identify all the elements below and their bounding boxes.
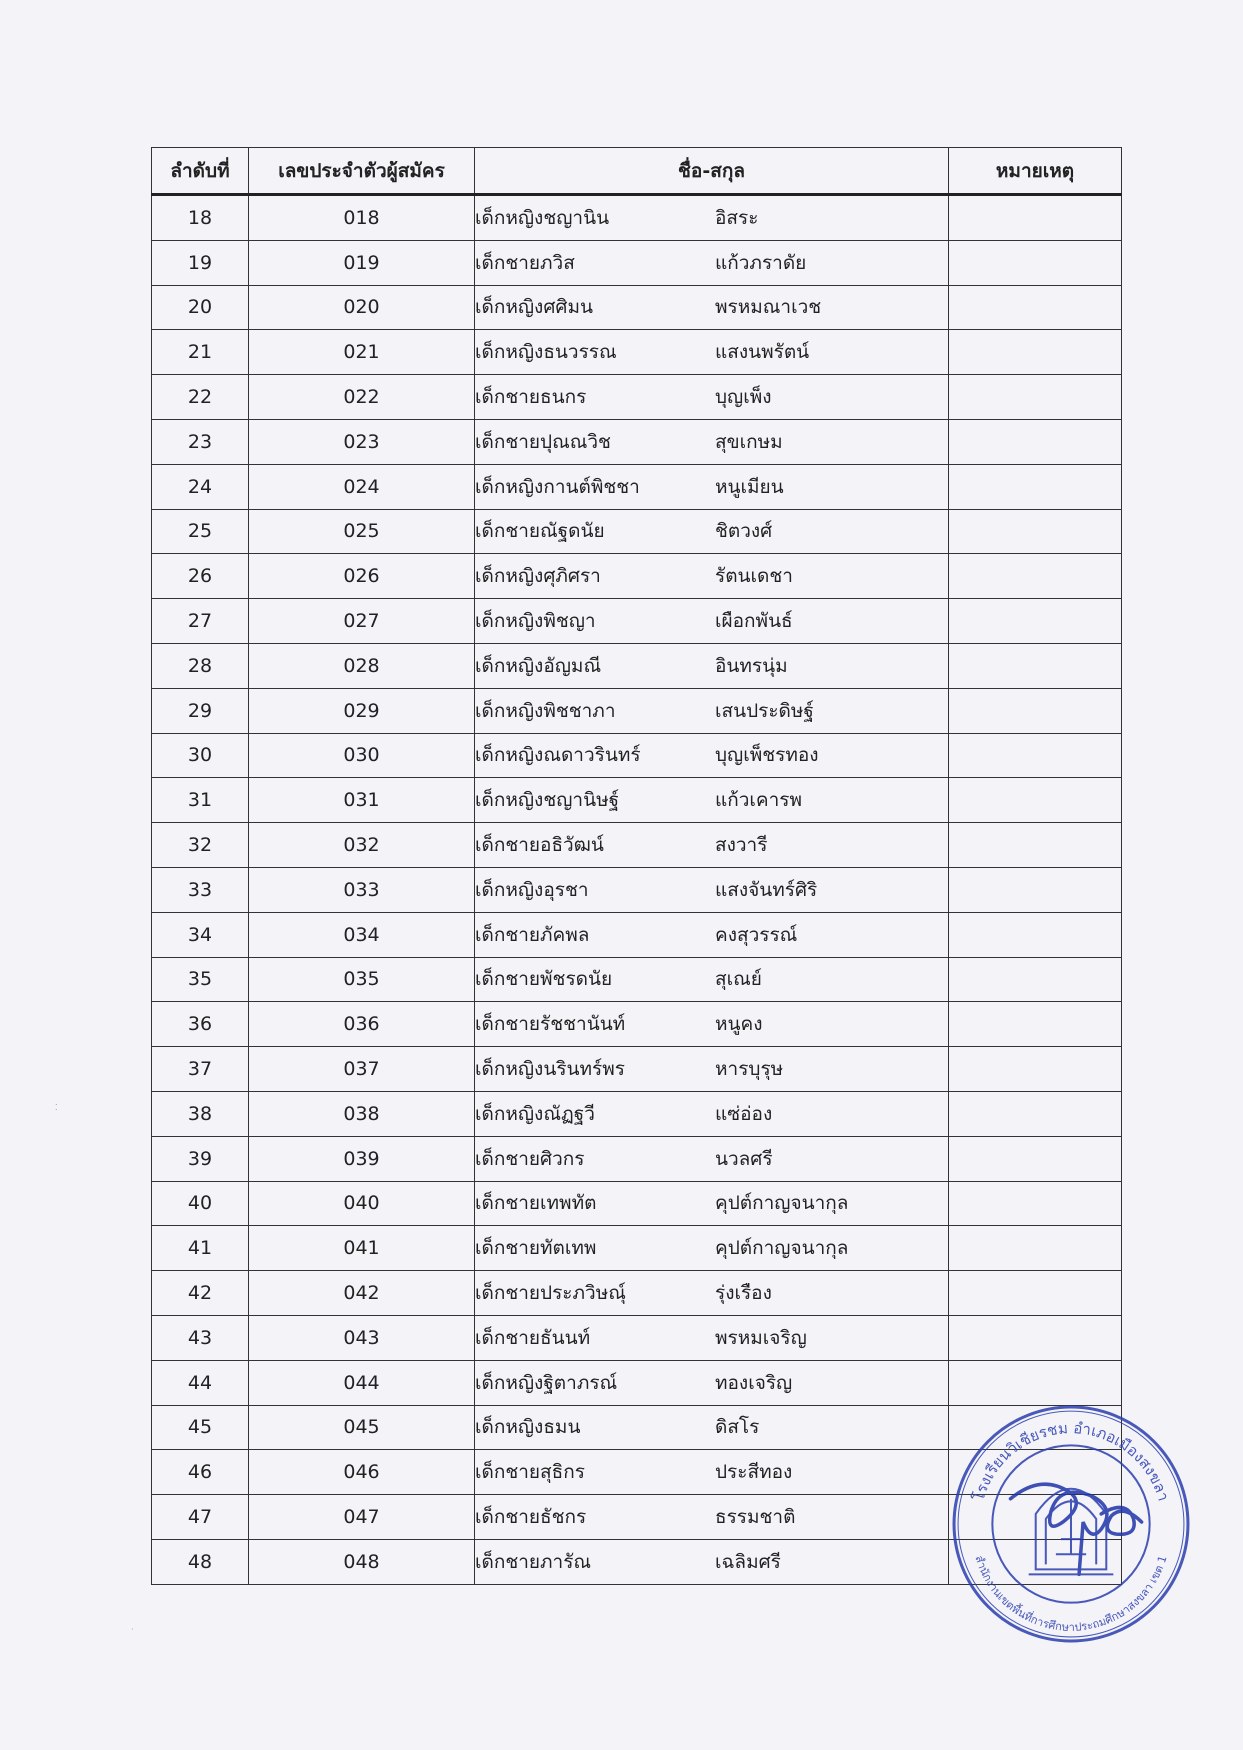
last-name: หนูเมียน [715, 475, 784, 498]
cell-no: 23 [152, 419, 249, 464]
first-name: เด็กหญิงศุภิศรา [475, 565, 601, 588]
cell-name [475, 912, 949, 957]
scan-speck: ⁚ [55, 1103, 58, 1112]
table-row [152, 912, 1122, 957]
table-row [152, 554, 1122, 599]
first-name: เด็กชายภัคพล [475, 923, 590, 946]
cell-applicant-id: 040 [249, 1181, 475, 1226]
first-name: เด็กชายปุณณวิช [475, 430, 611, 453]
last-name: อินทรนุ่ม [715, 654, 788, 677]
cell-no: 31 [152, 778, 249, 823]
header-remark: หมายเหตุ [949, 148, 1122, 195]
cell-remark [949, 688, 1122, 733]
table-row [152, 330, 1122, 375]
cell-name [475, 1047, 949, 1092]
cell-applicant-id: 038 [249, 1091, 475, 1136]
cell-applicant-id: 047 [249, 1495, 475, 1540]
cell-remark [949, 599, 1122, 644]
cell-remark [949, 375, 1122, 420]
first-name: เด็กชายประภวิษณุ์ [475, 1282, 626, 1305]
cell-no: 32 [152, 823, 249, 868]
first-name: เด็กชายสุธิกร [475, 1461, 585, 1484]
first-name: เด็กชายทัตเทพ [475, 1237, 597, 1260]
last-name: แสงจันทร์ศิริ [715, 878, 818, 901]
first-name: เด็กชายณัฐดนัย [475, 520, 605, 543]
table-row [152, 1047, 1122, 1092]
cell-remark [949, 285, 1122, 330]
cell-name [475, 1315, 949, 1360]
first-name: เด็กหญิงฐิตาภรณ์ [475, 1371, 618, 1394]
first-name: เด็กชายรัชชานันท์ [475, 1013, 626, 1036]
first-name: เด็กหญิงธมน [475, 1416, 581, 1439]
cell-no: 41 [152, 1226, 249, 1271]
cell-name [475, 419, 949, 464]
cell-applicant-id: 025 [249, 509, 475, 554]
last-name: ธรรมชาติ [715, 1506, 796, 1528]
last-name: สุเณย์ [715, 968, 762, 991]
table-row [152, 823, 1122, 868]
cell-applicant-id: 023 [249, 419, 475, 464]
cell-remark [949, 957, 1122, 1002]
first-name: เด็กชายศิวกร [475, 1147, 585, 1170]
first-name: เด็กหญิงศศิมน [475, 296, 593, 319]
cell-no: 29 [152, 688, 249, 733]
last-name: เผือกพันธ์ [715, 610, 793, 633]
cell-remark [949, 419, 1122, 464]
cell-remark [949, 867, 1122, 912]
last-name: เสนประดิษฐ์ [715, 699, 814, 722]
cell-applicant-id: 031 [249, 778, 475, 823]
first-name: เด็กหญิงชญานิน [475, 206, 610, 229]
cell-name [475, 1360, 949, 1405]
table-row [152, 599, 1122, 644]
cell-applicant-id: 046 [249, 1450, 475, 1495]
table-row [152, 240, 1122, 285]
first-name: เด็กหญิงอุรชา [475, 878, 589, 901]
scan-speck: · [131, 1625, 134, 1634]
header-no: ลำดับที่ [152, 148, 249, 195]
cell-name [475, 643, 949, 688]
cell-no: 38 [152, 1091, 249, 1136]
cell-name [475, 1271, 949, 1316]
first-name: เด็กหญิงณดาวรินทร์ [475, 744, 641, 767]
cell-applicant-id: 027 [249, 599, 475, 644]
table-row [152, 1226, 1122, 1271]
cell-no: 36 [152, 1002, 249, 1047]
cell-no: 45 [152, 1405, 249, 1450]
last-name: นวลศรี [715, 1147, 773, 1170]
cell-no: 42 [152, 1271, 249, 1316]
cell-no: 25 [152, 509, 249, 554]
cell-name [475, 1136, 949, 1181]
cell-remark [949, 778, 1122, 823]
last-name: พรหมเจริญ [715, 1326, 807, 1349]
cell-applicant-id: 039 [249, 1136, 475, 1181]
cell-name [475, 509, 949, 554]
cell-applicant-id: 034 [249, 912, 475, 957]
cell-name [475, 375, 949, 420]
cell-no: 30 [152, 733, 249, 778]
cell-no: 46 [152, 1450, 249, 1495]
cell-remark [949, 823, 1122, 868]
last-name: รัตนเดชา [715, 565, 793, 588]
cell-no: 47 [152, 1495, 249, 1540]
cell-name [475, 1495, 949, 1540]
cell-name [475, 867, 949, 912]
cell-applicant-id: 032 [249, 823, 475, 868]
cell-name [475, 1450, 949, 1495]
first-name: เด็กชายเทพทัต [475, 1192, 597, 1215]
cell-remark [949, 1091, 1122, 1136]
cell-name [475, 1226, 949, 1271]
first-name: เด็กหญิงธนวรรณ [475, 341, 617, 364]
table-row [152, 419, 1122, 464]
first-name: เด็กชายธัชกร [475, 1506, 587, 1528]
last-name: ประสีทอง [715, 1461, 793, 1484]
seal-text-bottom: สำนักงานเขตพื้นที่การศึกษาประถมศึกษาสงขลา เขต 1 [972, 1553, 1170, 1634]
cell-no: 24 [152, 464, 249, 509]
first-name: เด็กชายอธิวัฒน์ [475, 834, 604, 857]
cell-no: 26 [152, 554, 249, 599]
cell-name [475, 240, 949, 285]
table-row [152, 1271, 1122, 1316]
cell-name [475, 1002, 949, 1047]
first-name: เด็กหญิงนรินทร์พร [475, 1058, 625, 1081]
cell-applicant-id: 030 [249, 733, 475, 778]
cell-no: 18 [152, 195, 249, 241]
cell-applicant-id: 048 [249, 1539, 475, 1584]
cell-remark [949, 1136, 1122, 1181]
last-name: บุญเพ็ง [715, 386, 772, 409]
cell-remark [949, 1226, 1122, 1271]
table-row [152, 778, 1122, 823]
first-name: เด็กหญิงกานต์พิชชา [475, 475, 640, 498]
cell-applicant-id: 020 [249, 285, 475, 330]
cell-applicant-id: 044 [249, 1360, 475, 1405]
cell-no: 37 [152, 1047, 249, 1092]
cell-remark [949, 1181, 1122, 1226]
cell-name [475, 554, 949, 599]
cell-applicant-id: 021 [249, 330, 475, 375]
cell-name [475, 330, 949, 375]
table-row [152, 688, 1122, 733]
table-row [152, 285, 1122, 330]
last-name: สุขเกษม [715, 430, 783, 453]
table-row [152, 1181, 1122, 1226]
first-name: เด็กชายภวิส [475, 251, 575, 274]
cell-no: 22 [152, 375, 249, 420]
cell-name [475, 285, 949, 330]
cell-remark [949, 643, 1122, 688]
cell-no: 28 [152, 643, 249, 688]
cell-name [475, 1539, 949, 1584]
applicant-table [151, 147, 1122, 1585]
cell-applicant-id: 042 [249, 1271, 475, 1316]
signature-icon [1011, 1484, 1142, 1574]
cell-applicant-id: 036 [249, 1002, 475, 1047]
cell-applicant-id: 041 [249, 1226, 475, 1271]
table-row [152, 1315, 1122, 1360]
cell-applicant-id: 033 [249, 867, 475, 912]
cell-no: 40 [152, 1181, 249, 1226]
cell-no: 19 [152, 240, 249, 285]
last-name: แก้วภราดัย [715, 251, 807, 274]
table-row [152, 1002, 1122, 1047]
cell-applicant-id: 018 [249, 195, 475, 241]
first-name: เด็กหญิงพิชชาภา [475, 699, 616, 722]
last-name: สงวารี [715, 834, 768, 857]
cell-no: 35 [152, 957, 249, 1002]
last-name: แสงนพรัตน์ [715, 341, 810, 364]
first-name: เด็กหญิงณัฏฐวี [475, 1102, 595, 1125]
cell-no: 39 [152, 1136, 249, 1181]
table-body [152, 195, 1122, 1585]
cell-applicant-id: 019 [249, 240, 475, 285]
table-row [152, 375, 1122, 420]
table-row [152, 1091, 1122, 1136]
cell-applicant-id: 037 [249, 1047, 475, 1092]
cell-no: 21 [152, 330, 249, 375]
cell-applicant-id: 022 [249, 375, 475, 420]
last-name: หารบุรุษ [715, 1058, 784, 1081]
first-name: เด็กชายธันนท์ [475, 1326, 591, 1349]
cell-no: 33 [152, 867, 249, 912]
cell-remark [949, 1002, 1122, 1047]
table-row [152, 509, 1122, 554]
table-row [152, 1360, 1122, 1405]
cell-applicant-id: 043 [249, 1315, 475, 1360]
cell-no: 44 [152, 1360, 249, 1405]
header-name: ชื่อ-สกุล [475, 148, 949, 195]
table-header [152, 148, 1122, 195]
table-row [152, 643, 1122, 688]
header-applicant-id: เลขประจำตัวผู้สมัคร [249, 148, 475, 195]
cell-remark [949, 330, 1122, 375]
last-name: เฉลิมศรี [715, 1550, 781, 1573]
cell-name [475, 957, 949, 1002]
first-name: เด็กหญิงชญานิษฐ์ [475, 789, 620, 812]
school-seal-stamp [950, 1403, 1192, 1645]
last-name: แก้วเคารพ [715, 789, 803, 812]
cell-applicant-id: 045 [249, 1405, 475, 1450]
last-name: รุ่งเรือง [715, 1282, 772, 1305]
cell-remark [949, 733, 1122, 778]
table-row [152, 464, 1122, 509]
cell-remark [949, 1271, 1122, 1316]
cell-remark [949, 1360, 1122, 1405]
cell-applicant-id: 035 [249, 957, 475, 1002]
cell-applicant-id: 029 [249, 688, 475, 733]
cell-name [475, 688, 949, 733]
cell-remark [949, 240, 1122, 285]
cell-remark [949, 912, 1122, 957]
cell-remark [949, 509, 1122, 554]
table-row [152, 195, 1122, 241]
cell-applicant-id: 026 [249, 554, 475, 599]
cell-remark [949, 1315, 1122, 1360]
last-name: หนูคง [715, 1013, 763, 1036]
last-name: ดิสโร [715, 1416, 760, 1439]
cell-no: 27 [152, 599, 249, 644]
last-name: คุปต์กาญจนากุล [715, 1237, 849, 1260]
last-name: บุญเพ็ชรทอง [715, 744, 819, 767]
cell-remark [949, 464, 1122, 509]
cell-remark [949, 195, 1122, 241]
cell-no: 43 [152, 1315, 249, 1360]
cell-remark [949, 1047, 1122, 1092]
table-row [152, 733, 1122, 778]
cell-name [475, 1181, 949, 1226]
cell-remark [949, 554, 1122, 599]
first-name: เด็กชายธนกร [475, 386, 587, 409]
cell-applicant-id: 028 [249, 643, 475, 688]
last-name: ชิตวงศ์ [715, 520, 773, 543]
table-row [152, 957, 1122, 1002]
last-name: คงสุวรรณ์ [715, 923, 798, 946]
cell-name [475, 778, 949, 823]
cell-name [475, 464, 949, 509]
last-name: ทองเจริญ [715, 1371, 793, 1394]
cell-no: 48 [152, 1539, 249, 1584]
cell-name [475, 1405, 949, 1450]
seal-text-top: โรงเรียนวิเชียรชม อำเภอเมืองสงขลา [969, 1418, 1173, 1504]
last-name: คุปต์กาญจนากุล [715, 1192, 849, 1215]
first-name: เด็กหญิงพิชญา [475, 610, 596, 633]
first-name: เด็กชายพัชรดนัย [475, 968, 613, 991]
table-row [152, 1136, 1122, 1181]
last-name: แซ่อ่อง [715, 1102, 773, 1125]
cell-no: 34 [152, 912, 249, 957]
cell-applicant-id: 024 [249, 464, 475, 509]
first-name: เด็กหญิงอัญมณี [475, 654, 602, 677]
cell-name [475, 823, 949, 868]
first-name: เด็กชายภารัณ [475, 1550, 592, 1573]
cell-name [475, 733, 949, 778]
cell-no: 20 [152, 285, 249, 330]
cell-name [475, 1091, 949, 1136]
last-name: พรหมณาเวช [715, 296, 822, 319]
cell-name [475, 599, 949, 644]
cell-name [475, 195, 949, 241]
last-name: อิสระ [715, 206, 759, 229]
table-row [152, 867, 1122, 912]
